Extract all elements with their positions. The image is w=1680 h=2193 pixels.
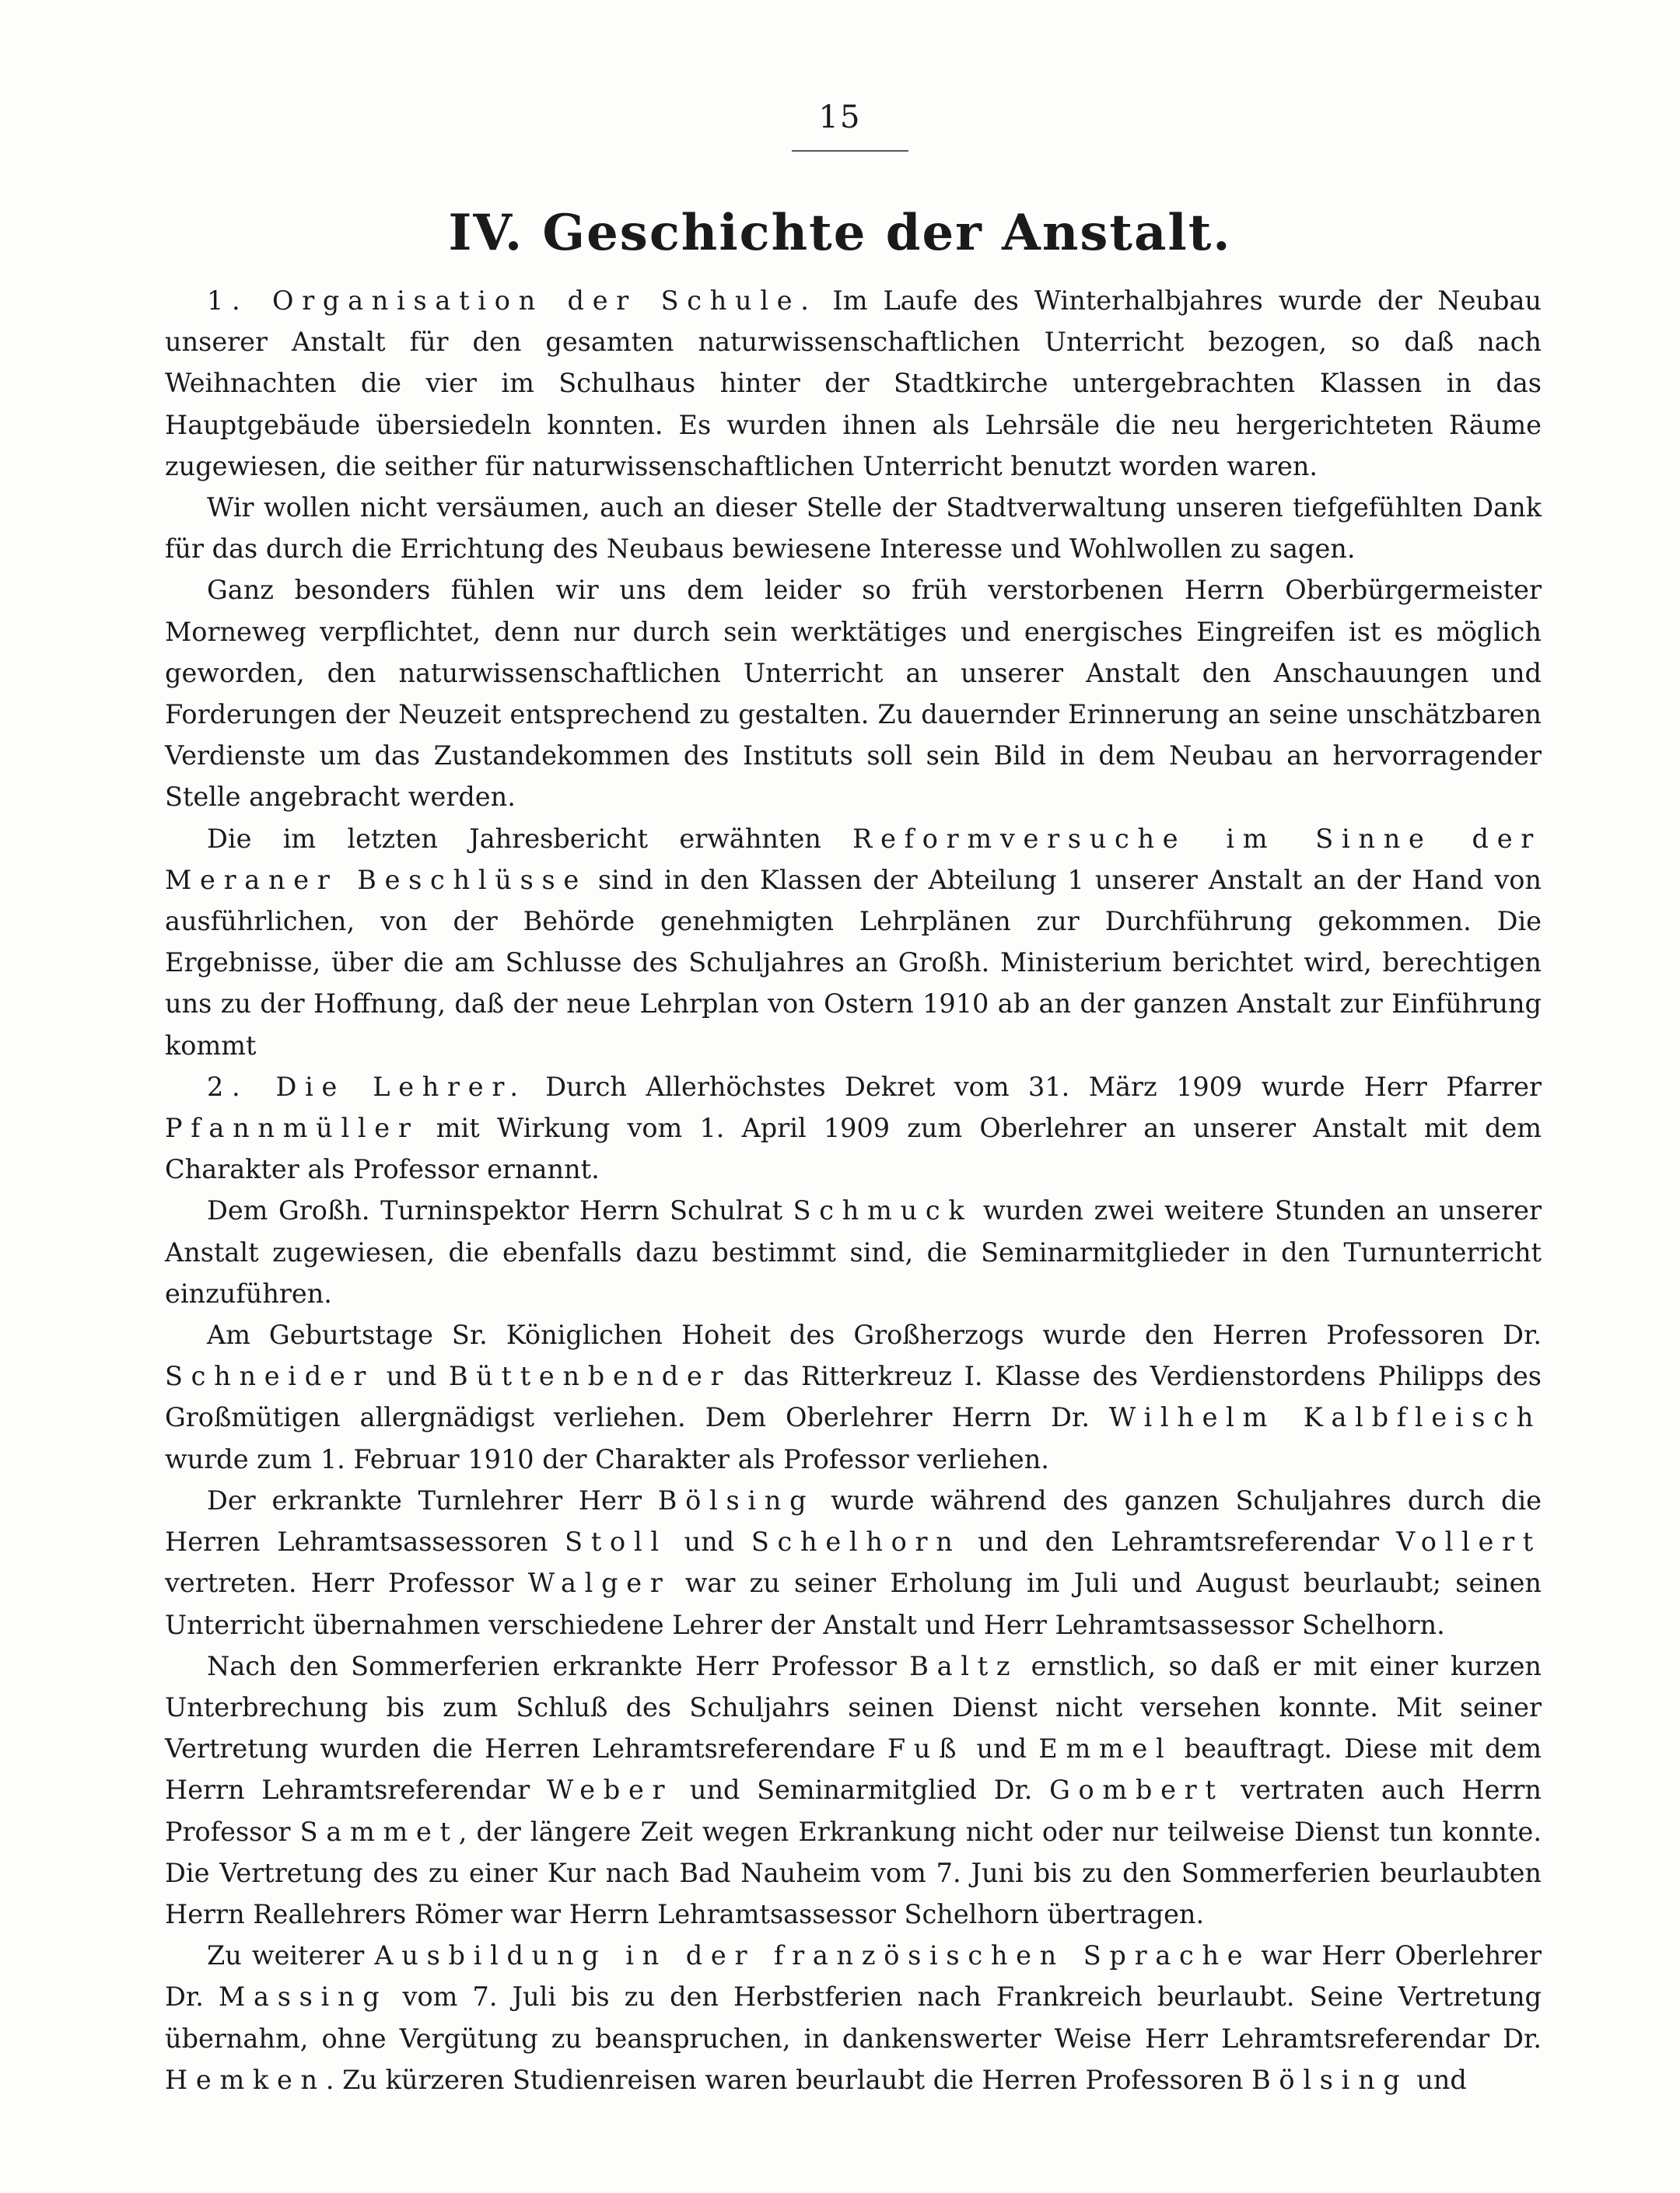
paragraph-organisation: 1. Organisation der Schule. Im Laufe des Winterhalbjahres wurde der Neubau unserer Anstalt für den gesamten naturwissenschaftlichen Unterricht bezogen, so daß nach Weihnachten die vier im Schulhaus hinter der Stadtkirche untergebrachten Klassen in das Hauptgebäude übersiedeln konnten. Es wurden ihnen als Lehrsäle die neu hergerichteten Räume zugewiesen, die seither für naturwissenschaftlichen Unterricht benutzt worden waren.	[165, 285, 1542, 481]
paragraph-morneweg: Ganz besonders fühlen wir uns dem leider so früh verstorbenen Herrn Oberbürgermeister Morneweg verpflichtet, denn nur durch sein werktätiges und energisches Eingreifen ist es möglich geworden, den naturwissenschaftlichen Unterricht an unserer Anstalt den Anschauungen und Forderungen der Neuzeit entsprechend zu gestalten. Zu dauernder Erinnerung an seine unschätzbaren Verdienste um das Zustandekommen des Instituts soll sein Bild in dem Neubau an hervorragender Stelle angebracht werden.	[165, 575, 1542, 813]
paragraph-turninspektor: Dem Großh. Turninspektor Herrn Schulrat Schmuck wurden zwei weitere Stunden an unserer Anstalt zugewiesen, die ebenfalls dazu bestimmt sind, die Seminarmitglieder in den Turnunterricht einzuführen.	[165, 1195, 1542, 1309]
page-number-rule	[792, 150, 908, 152]
paragraph-ausbildung: Zu weiterer Ausbildung in der französischen Sprache war Herr Oberlehrer Dr. Massing vom 7. Juli bis zu den Herbstferien nach Frankreich beurlaubt. Seine Vertretung übernahm, ohne Vergütung zu beanspruchen, in dankenswerter Weise Herr Lehramtsreferendar Dr. Hemken. Zu kürzeren Studienreisen waren beurlaubt die Herren Professoren Bölsing und	[165, 1940, 1542, 2095]
page-number: 15	[818, 100, 862, 135]
paragraph-thanks: Wir wollen nicht versäumen, auch an dieser Stelle der Stadtverwaltung unseren tiefgefühlten Dank für das durch die Errichtung des Neubaus bewiesene Interesse und Wohlwollen zu sagen.	[165, 492, 1542, 565]
section-heading-lehrer: 2. Die Lehrer.	[207, 1071, 527, 1102]
paragraph-sommerferien: Nach den Sommerferien erkrankte Herr Professor Baltz ernstlich, so daß er mit einer kurzen Unterbrechung bis zum Schluß des Schuljahrs seinen Dienst nicht versehen konnte. Mit seiner Vertretung wurden die Herren Lehramtsreferendare Fuß und Emmel beauftragt. Diese mit dem Herrn Lehramtsreferendar Weber und Seminarmitglied Dr. Gombert vertraten auch Herrn Professor Sammet, der längere Zeit wegen Erkrankung nicht oder nur teilweise Dienst tun konnte. Die Vertretung des zu einer Kur nach Bad Nauheim vom 7. Juni bis zu den Sommerferien beurlaubten Herrn Reallehrers Römer war Herrn Lehramtsassessor Schelhorn übertragen.	[165, 1650, 1542, 1929]
paragraph-lehrer: 2. Die Lehrer. Durch Allerhöchstes Dekret vom 31. März 1909 wurde Herr Pfarrer Pfannmüller mit Wirkung vom 1. April 1909 zum Oberlehrer an unserer Anstalt mit dem Charakter als Professor ernannt.	[165, 1071, 1542, 1185]
chapter-title: IV. Geschichte der Anstalt.	[448, 204, 1232, 262]
paragraph-reformversuche: Die im letzten Jahresbericht erwähnten Reformversuche im Sinne der Meraner Beschlüsse sind in den Klassen der Abteilung 1 unserer Anstalt an der Hand von ausführlichen, von der Behörde genehmigten Lehrplänen zur Durchführung gekommen. Die Ergebnisse, über die am Schlusse des Schuljahres an Großh. Ministerium berichtet wird, berechtigen uns zu der Hoffnung, daß der neue Lehrplan von Ostern 1910 ab an der ganzen Anstalt zur Einführung kommt	[165, 823, 1542, 1061]
body-text	[165, 280, 1542, 2100]
paragraph-turnlehrer: Der erkrankte Turnlehrer Herr Bölsing wurde während des ganzen Schuljahres durch die Herren Lehramtsassessoren Stoll und Schelhorn und den Lehramtsreferendar Vollert vertreten. Herr Professor Walger war zu seiner Erholung im Juli und August beurlaubt; seinen Unterricht übernahmen verschiedene Lehrer der Anstalt und Herr Lehramtsassessor Schelhorn.	[165, 1485, 1542, 1640]
paragraph-geburtstag: Am Geburtstage Sr. Königlichen Hoheit des Großherzogs wurde den Herren Professoren Dr. Schneider und Büttenbender das Ritterkreuz I. Klasse des Verdienstordens Philipps des Großmütigen allergnädigst verliehen. Dem Oberlehrer Herrn Dr. Wilhelm Kalbfleisch wurde zum 1. Februar 1910 der Charakter als Professor verliehen.	[165, 1320, 1542, 1474]
section-heading-organisation: 1. Organisation der Schule.	[207, 285, 817, 316]
